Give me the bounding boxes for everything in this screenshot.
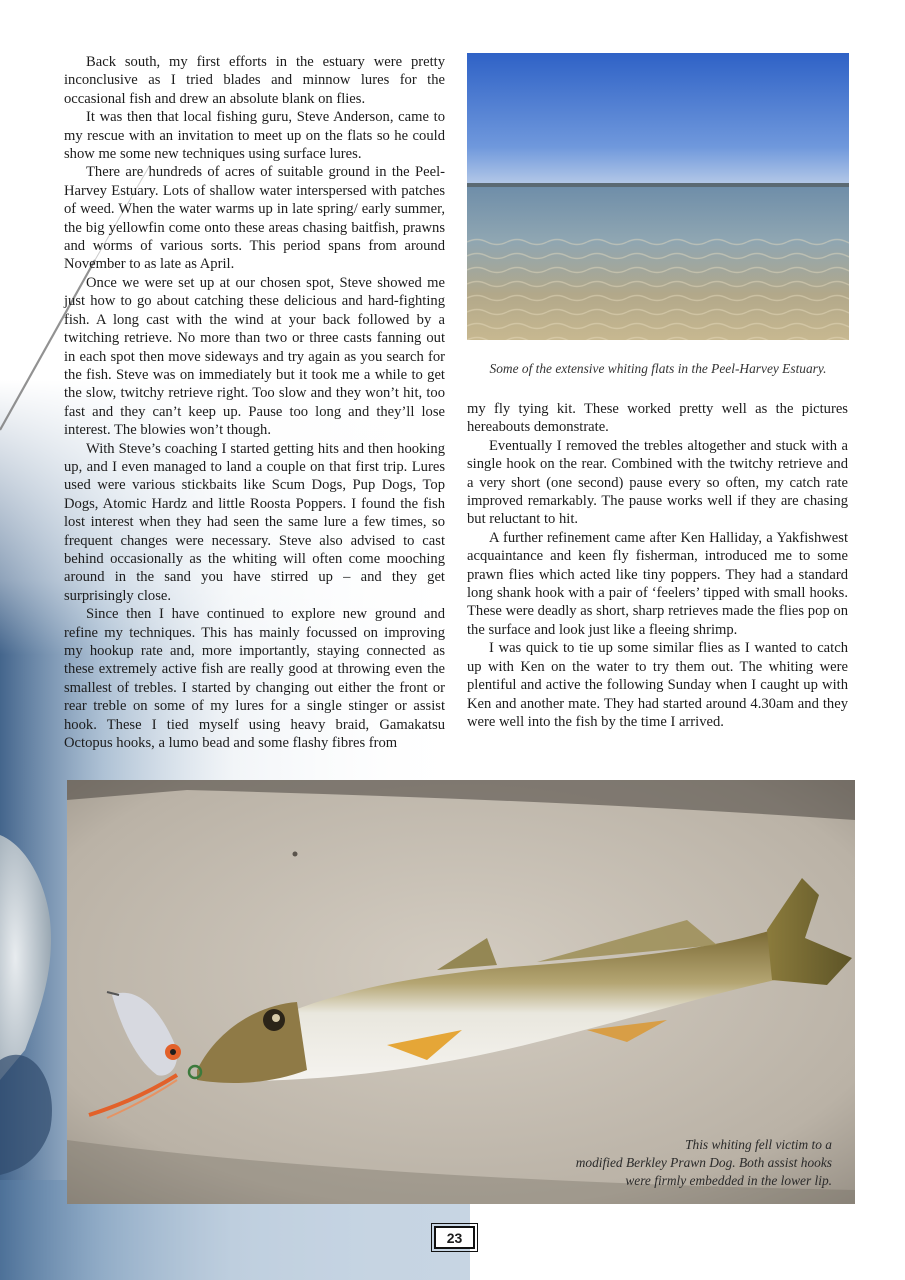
paragraph: my fly tying kit. These worked pretty well as the pictures hereabouts demonstrate.	[467, 401, 848, 436]
estuary-flats-photo	[467, 53, 849, 340]
paragraph: A further refinement came after Ken Halliday, a Yakfishwest acquaintance and keen fly fisherman, introduced me to some prawn flies which acted like tiny poppers. They had a standard long shank hook with a pair of ‘feelers’ tipped with small hooks. These were deadly as short, sharp retrieves made the flies pop on the surface and look just like a fleeing shrimp.	[467, 529, 848, 638]
caption-line: This whiting fell victim to a	[685, 1137, 832, 1152]
page-number: 23	[434, 1226, 475, 1249]
paragraph: Since then I have continued to explore new ground and refine my techniques. This has mainly focussed on improving my hookup rate and, more importantly, staying connected as these extremely active fish are really good at throwing even the smallest of trebles. I started by changing out either the front or rear treble on some of my lures for a single stinger or assist hook. These I tied myself using heavy braid, Gamakatsu Octopus hooks, a lumo bead and some flashy fibres from	[64, 606, 445, 752]
caption-line: modified Berkley Prawn Dog. Both assist hooks	[575, 1155, 832, 1170]
paragraph: Eventually I removed the trebles altogether and stuck with a single hook on the rear. Combined with the twitchy retrieve and a very short (one second) pause every so often, my catch rate improved remarkably. The pause works well if they are chasing but reluctant to hit.	[467, 437, 848, 528]
paragraph: Once we were set up at our chosen spot, Steve showed me just how to go about catching these delicious and hard-fighting fish. A long cast with the wind at your back followed by a twitching retrieve. No more than two or three casts fanning out in each spot then move sideways and try again as you search for the fish. Steve was on immediately but it took me a while to get the slow, twitchy retrieve right. Too slow and they won’t hit, too fast and they can’t keep up. Pause too long and they’ll lose interest. The blowies won’t though.	[64, 274, 445, 439]
caption-line: were firmly embedded in the lower lip.	[625, 1173, 832, 1188]
paragraph: There are hundreds of acres of suitable ground in the Peel-Harvey Estuary. Lots of shallow water interspersed with patches of weed. When the water warms up in late spring/ early summer, the big yellowfin come onto these areas chasing baitfish, prawns and worms of various sorts. This period spans from around November to as late as April.	[64, 164, 445, 273]
paragraph: It was then that local fishing guru, Steve Anderson, came to my rescue with an invitation to meet up on the flats so he could show me some new techniques using surface lures.	[64, 109, 445, 163]
article-column-right	[467, 400, 848, 731]
paragraph: With Steve’s coaching I started getting hits and then hooking up, and I even managed to land a couple on that first trip. Lures used were various stickbaits like Scum Dogs, Pup Dogs, Top Dogs, Atomic Hardz and little Roosta Poppers. I found the fish lost interest when they had seen the same lure a few times, so frequent changes were necessary. Steve also advised to cast behind occasionally as the whiting will often come mooching around in the sand you have stirred up – and they get surprisingly close.	[64, 440, 445, 604]
paragraph: Back south, my first efforts in the estuary were pretty inconclusive as I tried blades and minnow lures for the occasional fish and drew an absolute blank on flies.	[64, 54, 445, 107]
article-column-left	[64, 53, 445, 752]
flats-photo-caption: Some of the extensive whiting flats in the Peel-Harvey Estuary.	[489, 361, 827, 376]
paragraph: I was quick to tie up some similar flies as I wanted to catch up with Ken on the water to try them out. The whiting were plentiful and active the following Sunday when I caught up with Ken and another mate. They had started around 4.30am and they were well into the fish by the time I arrived.	[467, 640, 848, 730]
fish-photo-caption	[520, 1136, 832, 1190]
